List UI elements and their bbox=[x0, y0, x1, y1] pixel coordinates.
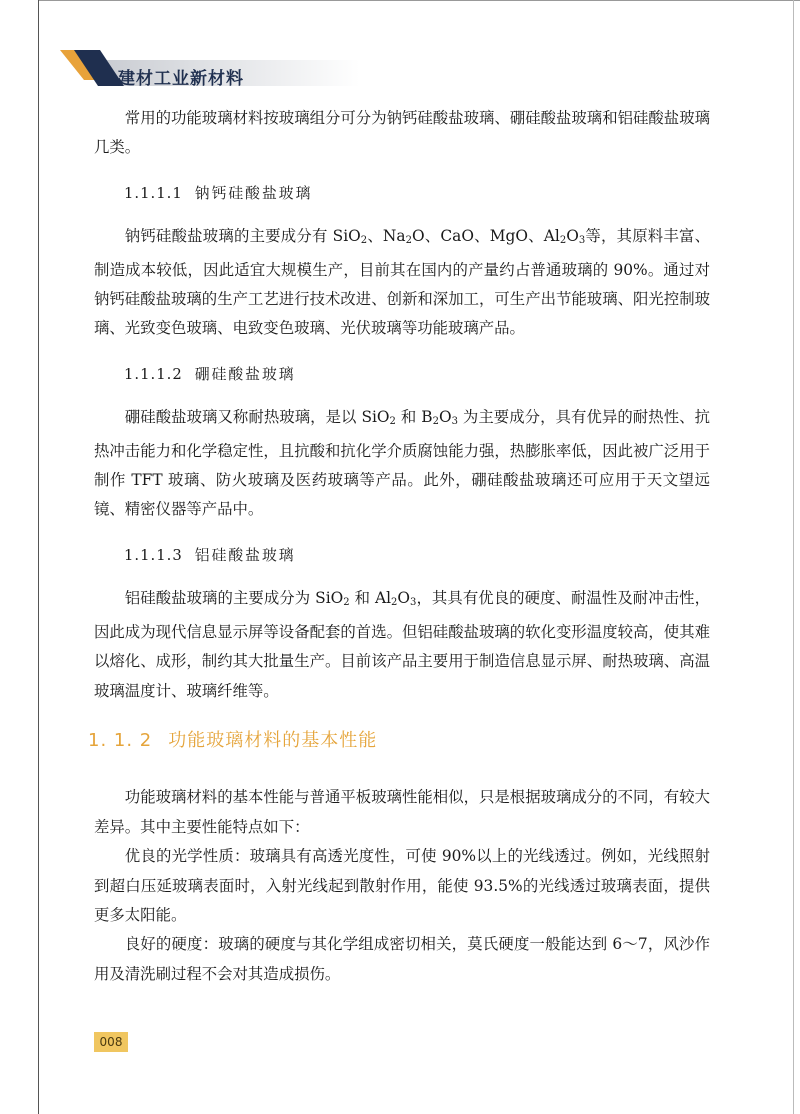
text-run: O bbox=[438, 408, 452, 427]
section-number: 1.1.1.3 bbox=[124, 546, 183, 564]
running-header bbox=[60, 50, 360, 94]
subscript: 2 bbox=[559, 235, 567, 247]
page-body bbox=[88, 104, 710, 989]
header-title: 建材工业新材料 bbox=[118, 69, 244, 89]
section-number: 1.1.1.1 bbox=[124, 184, 183, 202]
text-run: 钠钙硅酸盐玻璃的主要成分有 SiO bbox=[124, 227, 361, 246]
section-title: 功能玻璃材料的基本性能 bbox=[168, 729, 378, 751]
subscript: 2 bbox=[389, 416, 396, 428]
text-run: 和 Al bbox=[349, 589, 392, 608]
section-number: 1.1.1.2 bbox=[124, 365, 183, 383]
paragraph-hardness: 良好的硬度：玻璃的硬度与其化学组成密切相关，莫氏硬度一般能达到 6～7，风沙作用及清洗刷过程不会对其造成损伤。 bbox=[94, 935, 710, 983]
text-run: 、Na bbox=[367, 227, 406, 246]
paragraph-soda-lime bbox=[94, 222, 710, 344]
subscript: 3 bbox=[451, 416, 458, 428]
subscript: 2 bbox=[343, 597, 350, 609]
paragraph-optical: 优良的光学性质：玻璃具有高透光度性，可使 90%以上的光线透过。例如，光线照射到超白压延玻璃表面时，入射光线起到散射作用，能使 93.5%的光线透过玻璃表面，提供更多太阳能。 bbox=[94, 847, 710, 924]
text-run: O、CaO、MgO、Al bbox=[411, 227, 560, 246]
subscript: 2 bbox=[360, 235, 368, 247]
subscript: 2 bbox=[405, 235, 412, 247]
intro-paragraph: 常用的功能玻璃材料按玻璃组分可分为钠钙硅酸盐玻璃、硼硅酸盐玻璃和铝硅酸盐玻璃几类。 bbox=[94, 109, 710, 157]
section-title: 硼硅酸盐玻璃 bbox=[194, 365, 296, 383]
subscript: 2 bbox=[391, 597, 398, 609]
subscript: 3 bbox=[578, 235, 586, 247]
text-run: 和 B bbox=[395, 408, 433, 427]
page-left-border bbox=[38, 0, 39, 1114]
section-heading-1-1-1-1 bbox=[94, 179, 710, 208]
text-run: 铝硅酸盐玻璃的主要成分为 SiO bbox=[124, 589, 344, 608]
section-heading-1-1-2 bbox=[88, 726, 710, 755]
text-run: 等，其原料丰富、制造成本较低，因此适宜大规模生产，目前其在国内的产量约占普通玻璃的 90%。通过对钠钙硅酸盐玻璃的生产工艺进行技术改进、创新和深加工，可生产出节能玻璃、阳光控制玻璃、光致变色玻璃、电致变色玻璃、光伏玻璃等功能玻璃产品。 bbox=[94, 227, 710, 338]
text-run: 为主要成分，具有优异的耐热性、抗热冲击能力和化学稳定性，且抗酸和抗化学介质腐蚀能力强，热膨胀率低，因此被广泛用于制作 TFT 玻璃、防火玻璃及医药玻璃等产品。此外，硼硅酸盐玻璃还可应用于天文望远镜、精密仪器等产品中。 bbox=[94, 408, 710, 519]
page-number: 008 bbox=[94, 1032, 128, 1052]
paragraph-borosilicate bbox=[94, 403, 710, 525]
paragraph-properties-intro: 功能玻璃材料的基本性能与普通平板玻璃性能相似，只是根据玻璃成分的不同，有较大差异。其中主要性能特点如下： bbox=[94, 788, 710, 836]
section-heading-1-1-1-2 bbox=[94, 360, 710, 389]
text-run: 硼硅酸盐玻璃又称耐热玻璃，是以 SiO bbox=[124, 408, 390, 427]
subscript: 2 bbox=[432, 416, 439, 428]
section-number: 1. 1. 2 bbox=[88, 729, 153, 751]
section-heading-1-1-1-3 bbox=[94, 541, 710, 570]
top-rule bbox=[38, 0, 800, 1]
paragraph-aluminosilicate bbox=[94, 584, 710, 706]
subscript: 3 bbox=[410, 597, 417, 609]
text-run: O bbox=[397, 589, 411, 608]
text-run: O bbox=[566, 227, 579, 246]
page-right-border bbox=[793, 0, 794, 1114]
section-title: 钠钙硅酸盐玻璃 bbox=[194, 184, 313, 202]
text-run: ，其具有优良的硬度、耐温性及耐冲击性，因此成为现代信息显示屏等设备配套的首选。但铝硅酸盐玻璃的软化变形温度较高，使其难以熔化、成形，制约其大批量生产。目前该产品主要用于制造信息显示屏、耐热玻璃、高温玻璃温度计、玻璃纤维等。 bbox=[94, 589, 710, 700]
section-title: 铝硅酸盐玻璃 bbox=[194, 546, 296, 564]
